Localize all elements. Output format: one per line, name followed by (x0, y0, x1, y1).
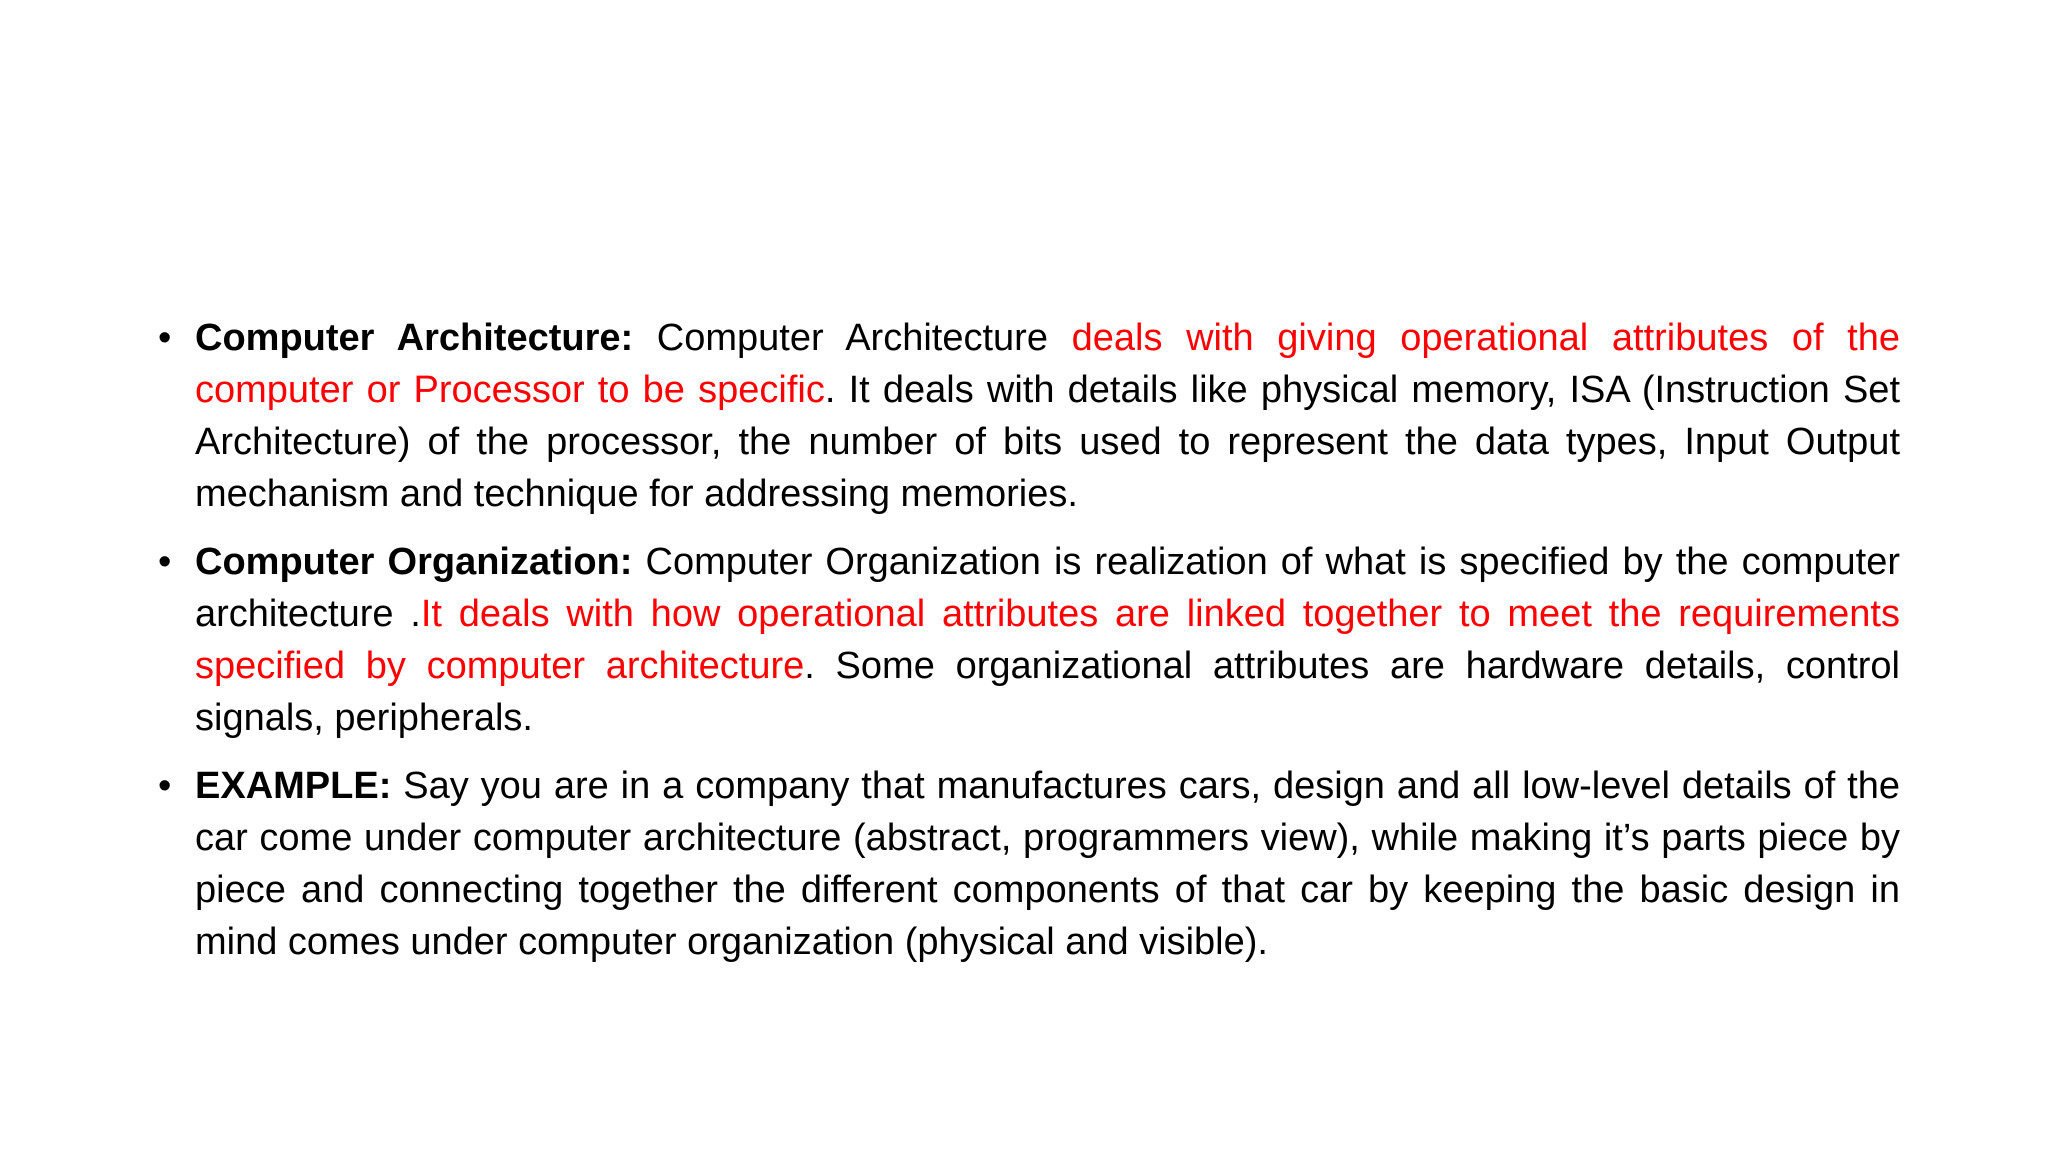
bullet-term: EXAMPLE: (195, 765, 392, 807)
bullet-term: Computer Organization: (195, 541, 633, 583)
bullet-text: Say you are in a company that manufactures cars, design and all low-level details of the car come under computer architecture (abstract, programmers view), while making it’s parts piece by piece and connecting together the different components of that car by keeping the basic design in mind comes under computer organization (physical and visible). (195, 765, 1900, 963)
bullet-text: . It deals with details like physical memory, ISA (Instruction Set Architecture) of the processor, the number of bits used to represent the data types, Input Output mechanism and technique for addressing memories. (195, 369, 1901, 515)
bullet-example (150, 760, 1900, 968)
bullet-text: . Some organizational attributes are hardware details, control signals, peripherals. (195, 645, 1900, 739)
bullet-text: Computer Organization is realization of what is specified by the computer architecture . (195, 541, 1901, 635)
bullet-computer-organization (150, 536, 1900, 744)
bullet-dot-icon: • (158, 541, 172, 583)
bullet-highlight-text: It deals with how operational attributes are linked together to meet the requirements specified by computer architecture (195, 593, 1900, 687)
bullet-dot-icon: • (158, 317, 172, 359)
bullet-list (150, 312, 1900, 984)
bullet-term: Computer Architecture: (195, 317, 634, 359)
bullet-highlight-text: deals with giving operational attributes of the computer or Processor to be specific (195, 317, 1900, 411)
bullet-computer-architecture (150, 312, 1900, 520)
bullet-dot-icon: • (158, 765, 172, 807)
bullet-text: Computer Architecture (633, 317, 1072, 359)
